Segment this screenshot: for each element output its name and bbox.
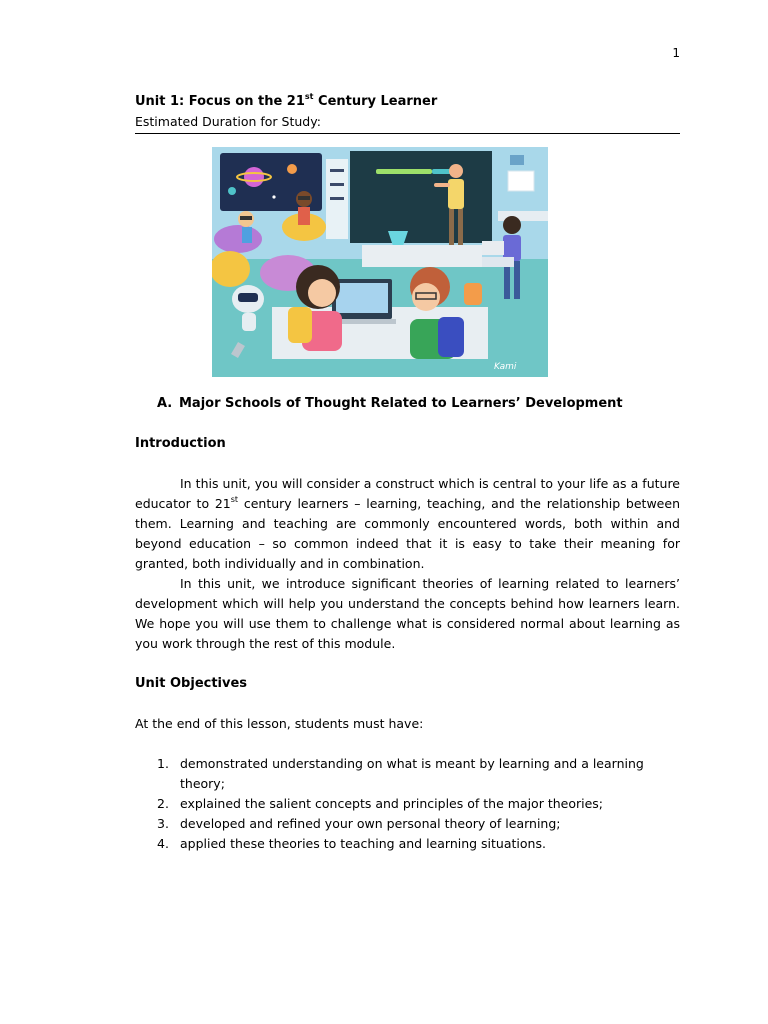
list-item-number: 2. [157, 796, 169, 811]
list-item [135, 794, 680, 814]
list-item-text: demonstrated understanding on what is meant by learning and a learning theory; [180, 756, 644, 791]
unit-title-suffix: Century Learner [313, 94, 438, 109]
list-item [135, 834, 680, 854]
estimated-duration-label: Estimated Duration for Study: [135, 114, 321, 129]
introduction-paragraph-2: In this unit, we introduce significant theories of learning related to learners’ development which will help you understand the concepts behind how learners learn. We hope you will use them to challenge what is considered normal about learning as you work through the rest of this module. [135, 576, 680, 651]
page-number: 1 [672, 46, 680, 60]
unit-title-superscript: st [304, 91, 314, 101]
smart-board [350, 151, 492, 243]
section-a-title: Major Schools of Thought Related to Learners’ Development [179, 396, 623, 411]
list-item-text: applied these theories to teaching and learning situations. [180, 836, 546, 851]
objectives-list [135, 754, 680, 854]
illustration-watermark: Kami [494, 362, 517, 372]
list-item-number: 4. [157, 836, 169, 851]
list-item [135, 754, 680, 794]
page-content [135, 92, 680, 854]
introduction-body [135, 474, 680, 654]
section-a-marker: A. [157, 396, 173, 411]
objectives-lead: At the end of this lesson, students must have: [135, 716, 424, 731]
intro-p1-superscript: st [230, 494, 239, 504]
section-a-heading [157, 394, 680, 414]
intro-p1-part1: In this unit, you will consider a construct which is central to your life as a future educator to 21 [135, 476, 680, 511]
unit-title-prefix: Unit 1: Focus on the 21 [135, 94, 305, 109]
classroom-illustration [212, 147, 548, 377]
title-rule [135, 133, 680, 134]
introduction-heading: Introduction [135, 436, 226, 451]
list-item-text: explained the salient concepts and principles of the major theories; [180, 796, 604, 811]
list-item-number: 1. [157, 756, 169, 771]
intro-p1-part2: century learners – learning, teaching, and the relationship between them. Learning and teaching are commonly encountered words, both within and beyond education – so common indeed that it is easy to take their meaning for granted, both individually and in combination. [135, 496, 680, 571]
list-item [135, 814, 680, 834]
list-item-number: 3. [157, 816, 169, 831]
list-item-text: developed and refined your own personal theory of learning; [180, 816, 561, 831]
unit-title [135, 92, 680, 112]
introduction-paragraph-1 [135, 474, 680, 574]
unit-objectives-heading: Unit Objectives [135, 676, 248, 691]
